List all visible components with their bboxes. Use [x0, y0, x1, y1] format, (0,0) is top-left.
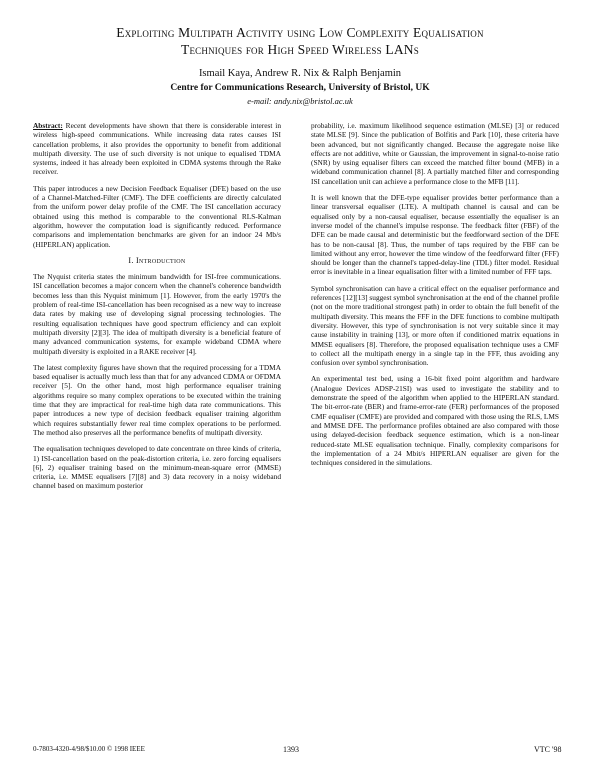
author-list: Ismail Kaya, Andrew R. Nix & Ralph Benjamin	[198, 68, 402, 79]
footer-copyright: 0-7803-4320-4/98/$10.00 © 1998 IEEE	[33, 745, 145, 753]
abstract-text: Recent developments have shown that there is considerable interest in wireless high-speed communications. While increasing data rates causes ISI cancellation problems, it also provides the opportunity to benefit from additional multipath diversity. The use of such diversity is not unique to equalised TDMA systems, indeed it has already been exploited in CDMA systems through the Rake receiver.	[33, 121, 281, 177]
body-paragraph: This paper introduces a new Decision Feedback Equaliser (DFE) based on the use of a Channel-Matched-Filter (CMF). The DFE coefficients are directly calculated from the uniform power delay profile of the CMF. The ISI cancellation accuracy obtained using this method is comparable to the conventional RLS-Kalman algorithm, however the computation load is significantly reduced. Performance comparisons and implementation benchmarks are given for an indoor 24 Mb/s (HIPERLAN) application.	[33, 183, 281, 249]
affiliation: Centre for Communications Research, University of Bristol, UK	[170, 83, 430, 93]
paper-title	[30, 24, 570, 58]
body-paragraph: It is well known that the DFE-type equaliser provides better performance than a linear transversal equaliser (LTE). A multipath channel is causal and can be equalised only by a non-causal equaliser, because essentially the equaliser is an inverse model of the channel's impulse response. The feedback filter (FBF) of the DFE can be made causal and deterministic but the feedforward section of the DFE has to be non-causal [8]. Thus, the number of taps required by the FBF can be limited without any error, however the time window of the feedforward filter (FFF) should be longer than the channel's tapped-delay-line (TDL) filter model. Residual error is inevitable in a linear equalisation filter with a limited number of FFF taps.	[311, 193, 559, 277]
abstract-label: Abstract:	[33, 121, 63, 130]
body-paragraph: The Nyquist criteria states the minimum bandwidth for ISI-free communications. ISI cancellation becomes a major concern when the channel's coherence bandwidth becomes less than this Nyquist minimum [1]. However, from the early 1970's the problem of real-time ISI-cancellation has been recognised as a new way to increase data rates by making use of developing signal processing technologies. The resulting equalisation techniques have good spectrum efficiency and can exploit multipath diversity [2][3]. The idea of multipath diversity is a beneficial feature of many advanced communication systems, for example wideband CDMA where multipath diversity is exploited in a RAKE receiver [4].	[33, 272, 281, 356]
footer-page-number: 1393	[283, 745, 299, 754]
body-paragraph: The equalisation techniques developed to date concentrate on three kinds of criteria, 1) ISI-cancellation based on the peak-distortion criteria, i.e. zero forcing equalisers [6], 2) equaliser training based on the minimum-mean-square error (MMSE) criteria, i.e. MMSE equalisers [7][8] and 3) data recovery in a noisy wideband channel based on maximum posterior	[33, 444, 281, 491]
body-paragraph: probability, i.e. maximum likelihood sequence estimation (MLSE) [3] or reduced state MLSE [9]. Since the publication of Bolfitis and Park [10], these criteria have been advanced, but not significantly changed. Because the aggregate noise like effects are not additive, white or Gaussian, the improvement in signal-to-noise ratio (SNR) by using equaliser filters can exceed the matched filter bound (MFB) in a wideband communication channel [8]. A partially matched filter and corresponding ISI cancellation unit can achieve a performance close to the MFB [11].	[311, 121, 559, 186]
right-column	[311, 121, 559, 731]
author-email: e-mail: andy.nix@bristol.ac.uk	[247, 96, 353, 106]
title-line-2: Techniques for High Speed Wireless LANs	[181, 42, 419, 57]
left-column	[33, 121, 281, 731]
body-paragraph: The latest complexity figures have shown that the required processing for a TDMA based equaliser is actually much less than that for any advanced CDMA or OFDMA receiver [5]. On the other hand, most high performance equaliser training algorithms require so many complex operations to be executed within the training time that they are impractical for real-time high data rate communications. This paper introduces a new type of decision feedback equaliser training algorithm which requires substantially fewer real time complex operations to be performed. The method also preserves all the performance benefits of multipath diversity.	[33, 362, 281, 437]
body-paragraph: Symbol synchronisation can have a critical effect on the equaliser performance and references [12][13] suggest symbol synchronisation at the end of the channel profile (not on the more traditional strongest path) in order to obtain the full benefit of the multipath diversity. This means the FFF in the DFE functions to combine multipath diversity. However, this type of synchronisation is not very suitable since it may cause instability in training [13], or more often if conditioned matrix equations in MMSE equalisers [8]. Therefore, the proposed equalisation technique uses a CMF to collect all the multipath energy in a single tap in the FFF, thus avoiding any confusion over symbol synchronisation.	[311, 283, 559, 368]
title-line-1: Exploiting Multipath Activity using Low Complexity Equalisation	[116, 25, 484, 40]
abstract-paragraph	[33, 121, 281, 177]
section-heading-introduction: I. Introduction	[128, 255, 186, 265]
footer-conference: VTC '98	[534, 745, 562, 754]
body-paragraph: An experimental test bed, using a 16-bit fixed point algorithm and hardware (Analogue Devices ADSP-21SI) was used to investigate the stability and to demonstrate the speed of the algorithm when applied to the HIPERLAN standard. The bit-error-rate (BER) and frame-error-rate (FER) performances of the proposed CMF equaliser (CMFE) are provided and compared with those using the RLS, LMS and MMSE DFE. The performance profiles obtained are also compared with those using delayed-decision feedback sequence estimation, which is a non-linear reduced-state MLSE equalisation technique. Finally, complexity comparisons for the implementation of a 24 Mbit/s HIPERLAN equaliser are given for the techniques considered in the simulations.	[311, 374, 559, 468]
